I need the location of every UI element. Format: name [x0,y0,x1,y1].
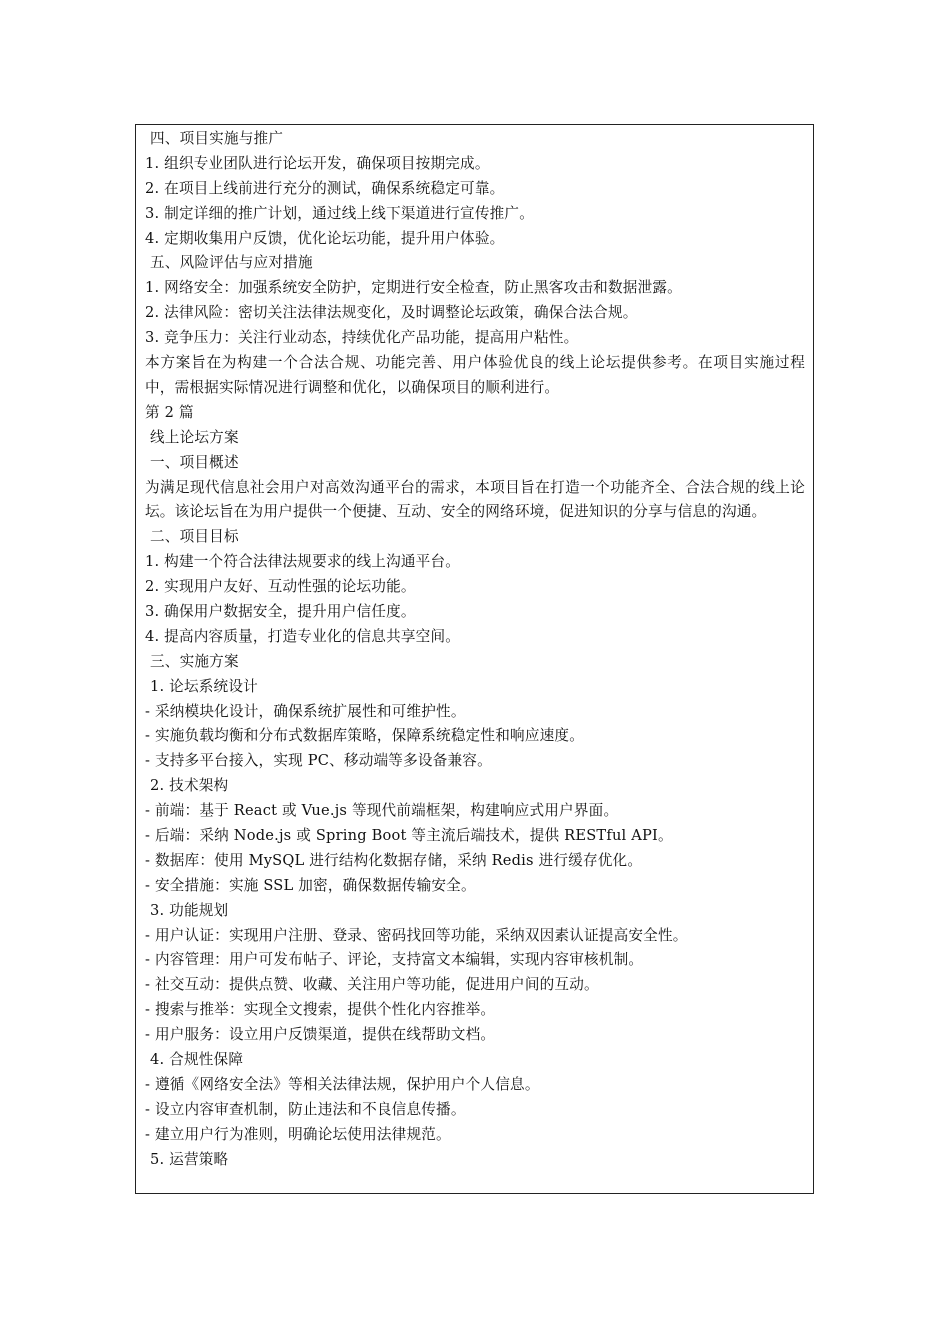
text-line: - 建立用户行为准则，明确论坛使用法律规范。 [145,1125,451,1143]
paragraph: 为满足现代信息社会用户对高效沟通平台的需求，本项目旨在打造一个功能齐全、合法合规的线上论坛。该论坛旨在为用户提供一个便捷、互动、安全的网络环境，促进知识的分享与信息的沟通。 [145,478,805,521]
text-line: - 后端：采纳 Node.js 或 Spring Boot 等主流后端技术，提供 RESTful API。 [145,827,673,844]
text-line: 三、实施方案 [150,652,239,670]
text-line: 4. 合规性保障 [150,1051,244,1069]
text-line: 一、项目概述 [150,453,239,471]
text-line: 1. 网络安全：加强系统安全防护，定期进行安全检查，防止黑客攻击和数据泄露。 [145,279,682,297]
text-line: 2. 法律风险：密切关注法律法规变化，及时调整论坛政策，确保合法合规。 [145,304,638,322]
text-line: - 数据库：使用 MySQL 进行结构化数据存储，采纳 Redis 进行缓存优化。 [145,851,643,869]
text-line: - 用户服务：设立用户反馈渠道，提供在线帮助文档。 [145,1026,496,1044]
text-line: 2. 在项目上线前进行充分的测试，确保系统稳定可靠。 [145,179,505,197]
text-line: - 内容管理：用户可发布帖子、评论，支持富文本编辑，实现内容审核机制。 [145,951,644,969]
text-line: 4. 提高内容质量，打造专业化的信息共享空间。 [145,627,461,645]
paragraph: 本方案旨在为构建一个合法合规、功能完善、用户体验优良的线上论坛提供参考。在项目实施过程中，需根据实际情况进行调整和优化，以确保项目的顺利进行。 [145,354,805,396]
text-line: 1. 论坛系统设计 [150,677,258,695]
text-line: 第 2 篇 [145,403,194,421]
text-line: 4. 定期收集用户反馈，优化论坛功能，提升用户体验。 [145,229,505,247]
text-line: - 搜索与推举：实现全文搜索，提供个性化内容推举。 [145,1001,496,1019]
text-line: 五、风险评估与应对措施 [150,254,313,272]
text-line: 3. 确保用户数据安全，提升用户信任度。 [145,602,416,620]
text-line: - 安全措施：实施 SSL 加密，确保数据传输安全。 [145,876,476,894]
text-line: - 用户认证：实现用户注册、登录、密码找回等功能，采纳双因素认证提高安全性。 [145,926,688,944]
text-line: 5. 运营策略 [150,1150,229,1168]
content-frame [135,124,814,1194]
text-line: 3. 竞争压力：关注行业动态，持续优化产品功能，提高用户粘性。 [145,329,579,347]
text-line: - 设立内容审查机制，防止违法和不良信息传播。 [145,1100,466,1118]
text-line: 线上论坛方案 [150,428,239,446]
text-line: 四、项目实施与推广 [150,130,284,147]
text-line: 2. 实现用户友好、互动性强的论坛功能。 [145,578,416,596]
text-line: - 采纳模块化设计，确保系统扩展性和可维护性。 [145,702,466,720]
text-line: - 前端：基于 React 或 Vue.js 等现代前端框架，构建响应式用户界面。 [145,802,619,820]
text-line: - 遵循《网络安全法》等相关法律法规，保护用户个人信息。 [145,1075,540,1093]
text-line: 2. 技术架构 [150,777,229,795]
text-line: 3. 制定详细的推广计划，通过线上线下渠道进行宣传推广。 [145,204,535,222]
text-line: 1. 构建一个符合法律法规要求的线上沟通平台。 [145,553,461,571]
text-line: 二、项目目标 [150,528,239,546]
text-line: - 社交互动：提供点赞、收藏、关注用户等功能，促进用户间的互动。 [145,976,599,994]
text-line: - 实施负载均衡和分布式数据库策略，保障系统稳定性和响应速度。 [145,727,584,745]
text-line: - 支持多平台接入，实现 PC、移动端等多设备兼容。 [145,752,492,770]
text-line: 1. 组织专业团队进行论坛开发，确保项目按期完成。 [145,154,490,172]
text-line: 3. 功能规划 [150,901,229,919]
